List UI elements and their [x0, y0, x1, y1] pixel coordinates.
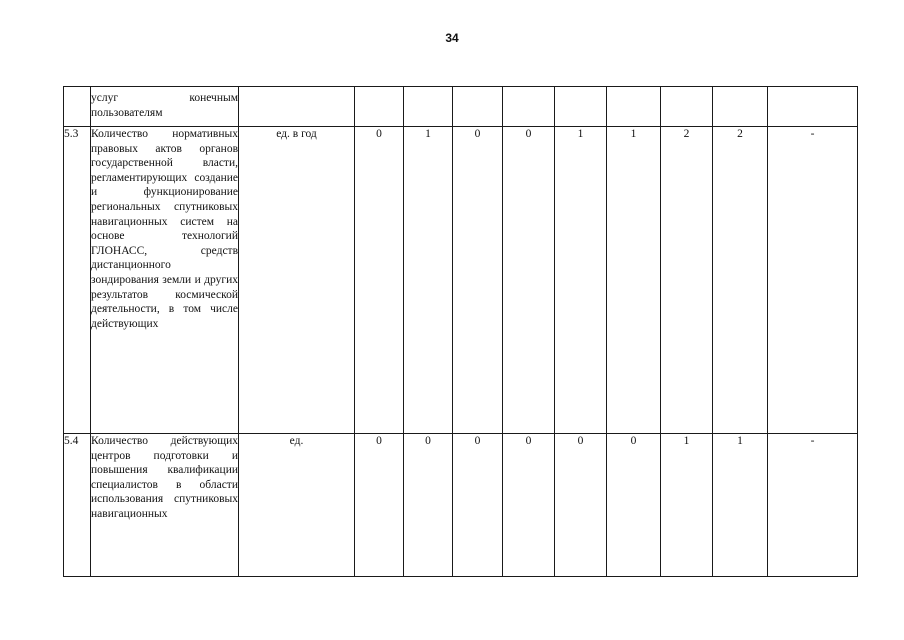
value-cell: 0 — [607, 434, 661, 577]
unit-cell: ед. в год — [239, 127, 355, 434]
value-cell: 1 — [404, 127, 453, 434]
value-cell: 0 — [355, 434, 404, 577]
value-cell: 1 — [713, 434, 768, 577]
value-cell — [404, 87, 453, 127]
indicator-name: Количество нормативных правовых актов органов государственной власти, регламентирующих создание и функционирование региональных спутниковых навигационных систем на основе технологий ГЛОНАСС, средств дистанционного зондирования земли и других результатов космической деятельности, в том числе действующих — [91, 128, 238, 330]
unit-cell — [239, 87, 355, 127]
value-cell: 0 — [404, 434, 453, 577]
value-cell: 0 — [355, 127, 404, 434]
value-cell: 0 — [555, 434, 607, 577]
value-cell — [661, 87, 713, 127]
value-cell: 0 — [503, 434, 555, 577]
indicator-name: услуг конечным пользователям — [91, 92, 238, 119]
value-cell — [503, 87, 555, 127]
row-number-cell — [64, 87, 91, 127]
value-cell: 0 — [453, 434, 503, 577]
value-cell: 1 — [661, 434, 713, 577]
table-row — [64, 87, 858, 127]
note-cell: - — [768, 434, 858, 577]
value-cell: 2 — [661, 127, 713, 434]
table-row — [64, 434, 858, 577]
indicator-name-cell — [91, 127, 239, 434]
page-number: 34 — [445, 31, 459, 45]
note-cell — [768, 87, 858, 127]
indicator-name: Количество действующих центров подготовки и повышения квалификации специалистов в области использования спутниковых навигационных — [91, 435, 238, 520]
note-cell: - — [768, 127, 858, 434]
indicators-table — [63, 86, 858, 577]
value-cell: 1 — [555, 127, 607, 434]
value-cell: 0 — [503, 127, 555, 434]
value-cell: 0 — [453, 127, 503, 434]
indicator-name-cell — [91, 87, 239, 127]
row-number-cell: 5.3 — [64, 127, 91, 434]
table-row — [64, 127, 858, 434]
value-cell — [453, 87, 503, 127]
value-cell — [355, 87, 404, 127]
unit-cell: ед. — [239, 434, 355, 577]
value-cell: 2 — [713, 127, 768, 434]
value-cell: 1 — [607, 127, 661, 434]
value-cell — [607, 87, 661, 127]
value-cell — [713, 87, 768, 127]
row-number-cell: 5.4 — [64, 434, 91, 577]
value-cell — [555, 87, 607, 127]
indicator-name-cell — [91, 434, 239, 577]
